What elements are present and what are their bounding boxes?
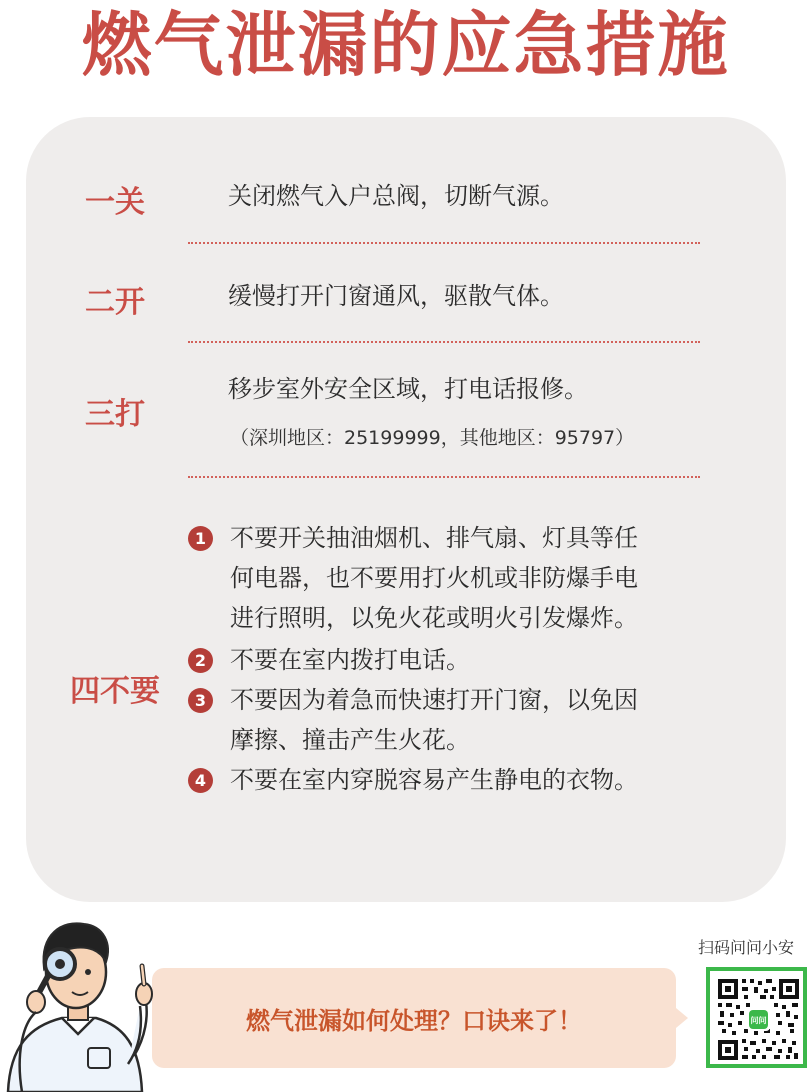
step-text-close: 关闭燃气入户总阀，切断气源。: [228, 182, 564, 210]
number-badge-icon: 1: [188, 526, 213, 551]
dont-item-line: 进行照明，以免火花或明火引发爆炸。: [230, 604, 638, 632]
dont-item-line: 不要因为着急而快速打开门窗，以免因: [230, 686, 638, 714]
banner-pointer: [676, 1008, 688, 1028]
number-badge-icon: 2: [188, 648, 213, 673]
divider: [188, 476, 700, 478]
divider: [188, 242, 700, 244]
dont-item-line: 何电器，也不要用打火机或非防爆手电: [230, 564, 638, 592]
dont-item: [188, 760, 728, 800]
dont-item-line: 不要开关抽油烟机、排气扇、灯具等任: [230, 524, 638, 552]
dont-item: [188, 518, 728, 638]
step-label-open: 二开: [85, 285, 145, 320]
step-text-call: 移步室外安全区域，打电话报修。: [228, 375, 588, 403]
page-title: 燃气泄漏的应急措施: [81, 4, 730, 86]
dont-item-line: 不要在室内穿脱容易产生静电的衣物。: [230, 766, 638, 794]
dont-item-line: 不要在室内拨打电话。: [230, 646, 470, 674]
promo-banner[interactable]: [152, 968, 676, 1068]
qr-logo-text: 问问: [750, 1016, 767, 1025]
qr-code-icon: [716, 977, 801, 1062]
mascot-inspector-icon: [0, 906, 170, 1092]
divider: [188, 341, 700, 343]
step-label-donts: 四不要: [70, 674, 160, 709]
dont-item-line: 摩擦、撞击产生火花。: [230, 726, 470, 754]
banner-text: 燃气泄漏如何处理？口诀来了！: [246, 1006, 582, 1035]
qr-code[interactable]: [706, 967, 807, 1068]
step-label-call: 三打: [85, 397, 145, 432]
step-text-open: 缓慢打开门窗通风，驱散气体。: [228, 282, 564, 310]
dont-item: [188, 640, 728, 680]
dont-item: [188, 680, 728, 760]
qr-caption: 扫码问问小安: [698, 938, 795, 957]
step-label-close: 一关: [85, 185, 145, 220]
hotline-numbers: （深圳地区：25199999，其他地区：95797）: [230, 427, 635, 449]
number-badge-icon: 4: [188, 768, 213, 793]
number-badge-icon: 3: [188, 688, 213, 713]
